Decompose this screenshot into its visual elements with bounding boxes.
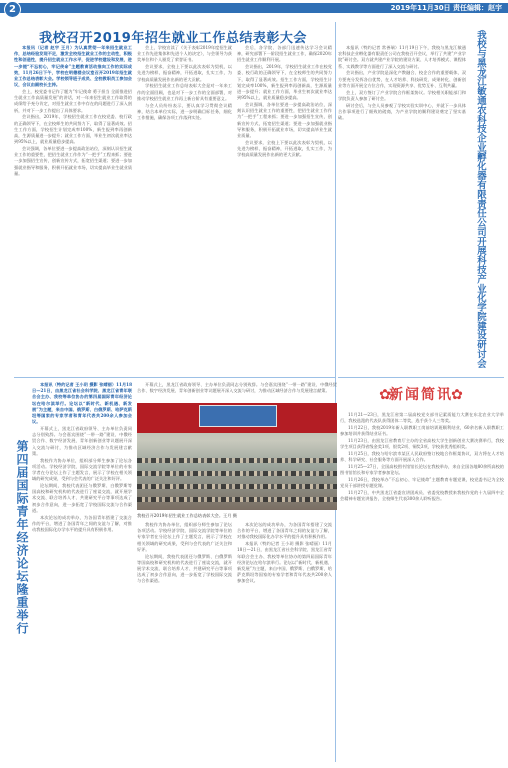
news-brief-item: 11月26日，我校举办“不忘初心、牢记使命”主题教育专题党课，校党委书记为全校党员干部讲授专题党课。 (340, 477, 504, 489)
news-brief-item: 11月27日，中共黑龙江省委宣讲团成员、省委党校教授来我校作党的十九届四中全会精神专题宣讲报告，全校师生代表300余人聆听报告。 (340, 490, 504, 502)
main-article-para: 会上，学校宣读了《关于表彰2019年度招生就业工作先进集体和先进个人的决定》，与会领导为获奖单位和个人颁发了荣誉证书。 (137, 45, 232, 63)
right-article-text (338, 45, 466, 373)
section-divider (14, 377, 335, 378)
photo-audience-row (137, 484, 337, 489)
news-brief-list (340, 412, 504, 762)
main-article-para: 会议指出，2019年，学校招生就业工作在校党委、校行政的正确领导下，在全校师生的共同努力下，取得了显著成效。招生工作方面，学校招生计划完成率100%，新生报到率再创新高，生源质量进一步提升；就业工作方面，毕业生初次就业率达到95%以上，就业质量稳步提高。 (237, 64, 332, 101)
second-article-col-2 (137, 382, 337, 402)
photo-projection-screen (199, 405, 277, 427)
second-article-para: 我校作为协办单位，组织部分师生参加了论坛各项活动。学校经济学院、国际交流学院等单位的专家学者在分论坛上作了主题发言，展示了学校在相关领域的研究成果，受到与会代表的广泛关注和好评。 (137, 522, 232, 552)
photo-audience-row (137, 497, 337, 502)
main-article-para: 与会人员纷纷表示，要认真学习贯彻会议精神，结合本单位实际，进一步明确目标任务，细化工作措施，确保各项工作落到实处。 (137, 102, 232, 121)
right-article-vertical-title: 我校与黑龙江敏通农科技企业孵化器有限责任公司开展科技产业化学院建设研讨会 (475, 30, 486, 369)
main-article-para: 本报讯（记者 赵宇 王月）为认真贯彻一年来招生就业工作，总结经验发现不足，激发全校招生就业工作的主动性，积极性和创造性，提升招生就业工作水平，促进学校建设和发展，进一步提“不忘初心，牢记使命”主题教育活动推向工作的实际成效，11月26日下午，学校在明德楼会议室召开2019年招生就业工作总结表彰大会。学校领导班子成员、全校教职员工参加会议，会议由副校长主持。 (14, 45, 132, 88)
right-article-para: 本报讯（特约记者 常善瑞）11月19日下午，我校与黑龙江敏通农科技企业孵化器有限责任公司在我校召开会议，举行了共建“产业学院”研讨会。双方就共建产业学院的建设方案、人才培养模式、课程体系、实践教学等方面进行了深入交流与研讨。 (338, 45, 466, 69)
second-article-col-1 (32, 382, 132, 762)
news-brief-heading-box (338, 382, 504, 408)
page-header (0, 0, 508, 16)
photo-audience-row (137, 458, 337, 463)
news-brief-item: 11月25日，我校与哈尔滨市某区人民政府签订校地合作框架协议，双方将在人才培养、科学研究、社会服务等方面开展深入合作。 (340, 451, 504, 463)
news-brief-heading: 新闻简讯 (389, 387, 453, 403)
main-article-para: 会议强调，各单位要进一步提高政治站位，深刻认识招生就业工作的重要性，把招生就业工作作为“一把手”工程来抓；要进一步加强招生宣传，创新宣传方式，拓宽招生渠道；要进一步加强就业指导和服务，积极开拓就业市场，切实提高毕业生就业质量。 (237, 102, 332, 139)
main-article-para: 会上，校党委书记作了题为“牢记使命 勇于担当 全面推进招生就业工作高质量发展”的讲话，对一年来招生就业工作取得的成绩给予充分肯定，对招生就业工作中存在的问题进行了深入剖析，并对下一步工作提出了具体要求。 (14, 89, 132, 113)
main-article-para: 会议要求，全校上下要以此次表彰为契机，以先进为榜样，振奋精神，开拓进取，扎实工作，为学校高质量发展作出新的更大贡献。 (237, 139, 332, 158)
main-article-para: 学校招生就业工作总结表彰大会是对一年来工作的全面回顾，也是对下一步工作的全面部署，对推动学校招生就业工作再上新台阶具有重要意义。 (137, 83, 232, 101)
right-article-para: 会上，双方签订了产业学院合作框架协议。学校相关职能部门和学院负责人参加了研讨会。 (338, 89, 466, 101)
second-article-col-3 (137, 522, 232, 762)
second-article-para: 论坛期间，我校代表团还与俄罗斯、白俄罗斯等国高校和研究机构的代表进行了座谈交流，就开展学术交流、联合培养人才、共建研究平台等事项达成了初步合作意向，进一步拓宽了学校国际交流与合作渠道。 (32, 483, 132, 513)
flower-ornament-icon: ✿ (451, 387, 463, 403)
news-brief-item: 11月22日，我校2019年新入职教职工岗前培训班顺利结业，60余名新入职教职工参加培训并获得结业证书。 (340, 425, 504, 437)
news-brief-item: 11月23日，由黑龙江省教育厅主办的全省高校大学生创新创业大赛决赛举行，我校学生项目获得省级金奖1项、银奖2项、铜奖3项，学校获优秀组织奖。 (340, 438, 504, 450)
flower-ornament-icon: ✿ (379, 387, 391, 403)
main-article-para: 会议指出，2019年，学校招生就业工作在校党委、校行政的正确领导下，在全校师生的共同努力下，取得了显著成效。招生工作方面，学校招生计划完成率100%，新生报到率再创新高，生源质量进一步提升；就业工作方面，毕业生初次就业率达到95%以上，就业质量稳步提高。 (14, 114, 132, 145)
second-article-vertical-title: 第四届国际青年经济论坛隆重举行 (15, 440, 29, 635)
second-article-para: 本报讯（特约记者 王小玥 摄影 张晴丽）11月18日—21日，由黑龙江省社会科学院、黑龙江省青年联合会主办、我校等单位协办的第四届国际青年经济论坛在哈尔滨举行。论坛以“新时代、新机遇、新发展”为主题，来自中国、俄罗斯、白俄罗斯、哈萨克斯坦等国家的专家学者和青年代表共200余人参加会议。 (237, 541, 332, 584)
main-headline: 我校召开2019年招生就业工作总结表彰大会 (39, 31, 307, 46)
main-article-para: 会议要求，全校上下要以此次表彰为契机，以先进为榜样，振奋精神，开拓进取，扎实工作，为学校高质量发展作出新的更大贡献。 (137, 64, 232, 82)
event-photo (137, 403, 337, 510)
header-date-editor: 2019年11月30日 责任编辑：赵宇 (390, 4, 502, 12)
page-number: 2 (4, 1, 21, 18)
second-article-para: 开幕式上，黑龙江省政府领导、主办单位负责同志分别致辞。与会嘉宾围绕“一带一路”建设、中俄经贸合作、数字经济发展、青年创新创业等议题展开深入交流与研讨，为推动区域经济合作与发展建言献策。 (32, 426, 132, 456)
main-article-para: 会议强调，各单位要进一步提高政治站位，深刻认识招生就业工作的重要性，把招生就业工作作为“一把手”工程来抓；要进一步加强招生宣传，创新宣传方式，拓宽招生渠道；要进一步加强就业指导和服务，积极开拓就业市场，切实提高毕业生就业质量。 (14, 146, 132, 176)
second-article-para: 本报讯（特约记者 王小玥 摄影 张晴丽）11月18日—21日，由黑龙江省社会科学院、黑龙江省青年联合会主办、我校等单位协办的第四届国际青年经济论坛在哈尔滨举行。论坛以“新时代、新机遇、新发展”为主题，来自中国、俄罗斯、白俄罗斯、哈萨克斯坦等国家的专家学者和青年代表共200余人参加会议。 (32, 382, 132, 425)
second-article-para: 我校作为协办单位，组织部分师生参加了论坛各项活动。学校经济学院、国际交流学院等单位的专家学者在分论坛上作了主题发言，展示了学校在相关领域的研究成果，受到与会代表的广泛关注和好评。 (32, 457, 132, 482)
second-article-col-4 (237, 522, 332, 762)
second-article-para: 开幕式上，黑龙江省政府领导、主办单位负责同志分别致辞。与会嘉宾围绕“一带一路”建设、中俄经贸合作、数字经济发展、青年创新创业等议题展开深入交流与研讨，为推动区域经济合作与发展建言献策。 (137, 382, 337, 394)
main-article-col-1 (14, 45, 132, 373)
second-article-para: 本次论坛的成功举办，为各国青年搭建了交流合作的平台，增进了各国青年之间的友谊与了解，对推动我校国际化办学水平的提升具有积极作用。 (32, 514, 132, 533)
news-brief-item: 11月21—23日，黑龙江省第二届高校党支部书记素质能力大赛在东北农业大学举行，我校选派的代表队获得团体二等奖，选手获个人三等奖。 (340, 412, 504, 424)
main-article-col-2 (137, 45, 232, 373)
second-article-para: 论坛期间，我校代表团还与俄罗斯、白俄罗斯等国高校和研究机构的代表进行了座谈交流，就开展学术交流、联合培养人才、共建研究平台等事项达成了初步合作意向，进一步拓宽了学校国际交流与合作渠道。 (137, 553, 232, 584)
news-brief-item: 11月25—27日，全国高校图书馆馆长论坛在我校举办，来自全国各地80余所高校的图书馆馆长和专家学者参加论坛。 (340, 464, 504, 476)
photo-caption: 我校召开2019年招生就业工作总结表彰大会。王月 摄 (137, 513, 237, 518)
photo-audience-row (137, 471, 337, 476)
main-article-para: 会后，各学院、各部门迅速传达学习会议精神，研究部署下一阶段招生就业工作，确保2020年招生就业工作顺利开展。 (237, 45, 332, 63)
right-article-para: 会议指出，产业学院是深化产教融合、校企合作的重要载体，双方要充分发挥各自优势，在人才培养、科技研发、成果转化、创新创业等方面开展全方位合作，实现资源共享、优势互补、互利共赢。 (338, 70, 466, 88)
main-article-col-3 (237, 45, 332, 373)
right-article-para: 研讨会后，与会人员参观了学校实验实训中心，并就下一步具体合作事项进行了细致的磋商，为产业学院的顺利建设奠定了坚实基础。 (338, 102, 466, 121)
second-article-para: 本次论坛的成功举办，为各国青年搭建了交流合作的平台，增进了各国青年之间的友谊与了解，对推动我校国际化办学水平的提升具有积极作用。 (237, 522, 332, 540)
section-divider (338, 377, 504, 378)
